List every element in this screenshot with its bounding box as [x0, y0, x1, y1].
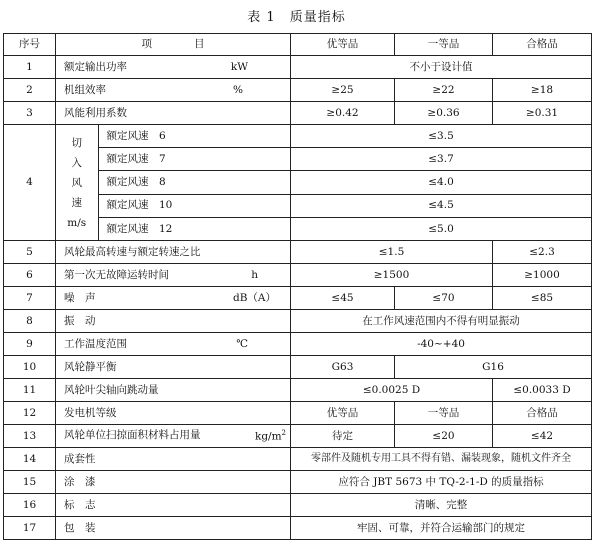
- table-row: [4, 494, 592, 517]
- row-seq: 6: [4, 264, 56, 287]
- item-label: 工作温度范围: [64, 337, 127, 350]
- item-unit: kW: [230, 60, 248, 73]
- value-first: ≥0.36: [395, 102, 493, 125]
- quality-index-table: [3, 33, 592, 540]
- value-qualified: ≥0.31: [493, 102, 592, 125]
- row-seq: 14: [4, 448, 56, 471]
- row-item: 成套性: [56, 448, 291, 471]
- row-item: [56, 287, 291, 310]
- value-qualified: 合格品: [493, 402, 592, 425]
- row-seq: 10: [4, 356, 56, 379]
- row-item: 发电机等级: [56, 402, 291, 425]
- cut-in-vertical-label: 切 入 风 速 m/s: [56, 125, 98, 240]
- value-first: ≥22: [395, 79, 493, 102]
- value-first: ≤20: [395, 425, 493, 448]
- sub-value: ≤3.7: [291, 148, 592, 171]
- table-row: [4, 517, 592, 540]
- row-item: [56, 56, 291, 79]
- value-qualified: ≥1000: [493, 264, 592, 287]
- row-seq: 3: [4, 102, 56, 125]
- value-qualified: ≤42: [493, 425, 592, 448]
- item-unit: h: [251, 268, 258, 281]
- row-seq: 13: [4, 425, 56, 448]
- row-seq: 7: [4, 287, 56, 310]
- sub-item: 额定风速 8: [98, 171, 290, 194]
- sub-item: 额定风速 7: [98, 148, 290, 171]
- cut-in-speed-group: [56, 125, 291, 241]
- sub-value: ≤5.0: [291, 217, 592, 240]
- row-value: 牢固、可靠，并符合运输部门的规定: [291, 517, 592, 540]
- table-row: [4, 125, 592, 148]
- header-excellent: 优等品: [291, 34, 395, 56]
- table-row: [4, 356, 592, 379]
- row-value: -40~+40: [291, 333, 592, 356]
- value-excellent: ≤45: [291, 287, 395, 310]
- row-value: 在工作风速范围内不得有明显振动: [291, 310, 592, 333]
- item-unit: $kg/m^2$: [254, 429, 286, 443]
- table-row: [4, 310, 592, 333]
- value-qualified: ≤0.0033 D: [493, 379, 592, 402]
- row-value: 应符合 JBT 5673 中 TQ-2-1-D 的质量指标: [291, 471, 592, 494]
- item-label: 额定输出功率: [64, 60, 127, 73]
- header-item: 项 目: [56, 34, 291, 56]
- row-seq: 9: [4, 333, 56, 356]
- row-seq: 16: [4, 494, 56, 517]
- table-row: [4, 471, 592, 494]
- table-row: [4, 264, 592, 287]
- value-excellent: G63: [291, 356, 395, 379]
- item-label: 机组效率: [64, 83, 106, 96]
- value-excellent-first: ≤0.0025 D: [291, 379, 493, 402]
- table-row: [4, 379, 592, 402]
- row-seq: 5: [4, 241, 56, 264]
- value-excellent-first: ≤1.5: [291, 241, 493, 264]
- header-seq: 序号: [4, 34, 56, 56]
- row-seq: 17: [4, 517, 56, 540]
- value-excellent: ≥25: [291, 79, 395, 102]
- table-row: [4, 402, 592, 425]
- row-item: 风轮叶尖轴向跳动量: [56, 379, 291, 402]
- row-value: 不小于设计值: [291, 56, 592, 79]
- value-excellent: 优等品: [291, 402, 395, 425]
- sub-value: ≤4.5: [291, 194, 592, 217]
- cut-in-subtable: [56, 125, 290, 240]
- table-row: [4, 333, 592, 356]
- row-seq: 8: [4, 310, 56, 333]
- value-qualified: ≤85: [493, 287, 592, 310]
- item-unit: %: [233, 83, 243, 96]
- sub-item: 额定风速 10: [98, 194, 290, 217]
- value-qualified: ≤2.3: [493, 241, 592, 264]
- row-seq: 2: [4, 79, 56, 102]
- item-label: 风轮单位扫掠面积材料占用量: [64, 429, 201, 441]
- row-item: 包 装: [56, 517, 291, 540]
- table-row: [4, 56, 592, 79]
- table-title: 表 1 质量指标: [247, 10, 346, 25]
- item-label: 第一次无故障运转时间: [64, 268, 169, 281]
- value-first: ≤70: [395, 287, 493, 310]
- row-item: 涂 漆: [56, 471, 291, 494]
- table-row: [4, 448, 592, 471]
- row-value: 清晰、完整: [291, 494, 592, 517]
- row-seq: 15: [4, 471, 56, 494]
- table-row: [4, 102, 592, 125]
- item-label: 噪 声: [64, 291, 96, 304]
- row-seq: 11: [4, 379, 56, 402]
- header-row: [4, 34, 592, 56]
- row-item: [56, 79, 291, 102]
- sub-value: ≤4.0: [291, 171, 592, 194]
- row-seq: 12: [4, 402, 56, 425]
- item-unit: ℃: [236, 337, 248, 350]
- value-excellent: ≥0.42: [291, 102, 395, 125]
- row-item: 风轮最高转速与额定转速之比: [56, 241, 291, 264]
- header-first: 一等品: [395, 34, 493, 56]
- value-excellent: 待定: [291, 425, 395, 448]
- row-seq: 1: [4, 56, 56, 79]
- sub-item: 额定风速 12: [98, 217, 290, 240]
- table-row: [4, 425, 592, 448]
- value-qualified: ≥18: [493, 79, 592, 102]
- value-first-qualified: G16: [395, 356, 592, 379]
- row-item: [56, 425, 291, 448]
- row-item: 风能利用系数: [56, 102, 291, 125]
- table-row: [4, 241, 592, 264]
- sub-item: 额定风速 6: [106, 129, 166, 142]
- item-unit: dB（A）: [232, 291, 276, 304]
- row-value: 零部件及随机专用工具不得有错、漏装现象，随机文件齐全: [291, 448, 592, 471]
- row-item: 振 动: [56, 310, 291, 333]
- row-item: [56, 264, 291, 287]
- value-first: 一等品: [395, 402, 493, 425]
- row-item: 风轮静平衡: [56, 356, 291, 379]
- row-item: 标 志: [56, 494, 291, 517]
- table-row: [4, 79, 592, 102]
- value-excellent-first: ≥1500: [291, 264, 493, 287]
- table-row: [4, 287, 592, 310]
- sub-value: ≤3.5: [291, 125, 592, 148]
- row-item: [56, 333, 291, 356]
- row-seq: 4: [4, 125, 56, 241]
- header-qualified: 合格品: [493, 34, 592, 56]
